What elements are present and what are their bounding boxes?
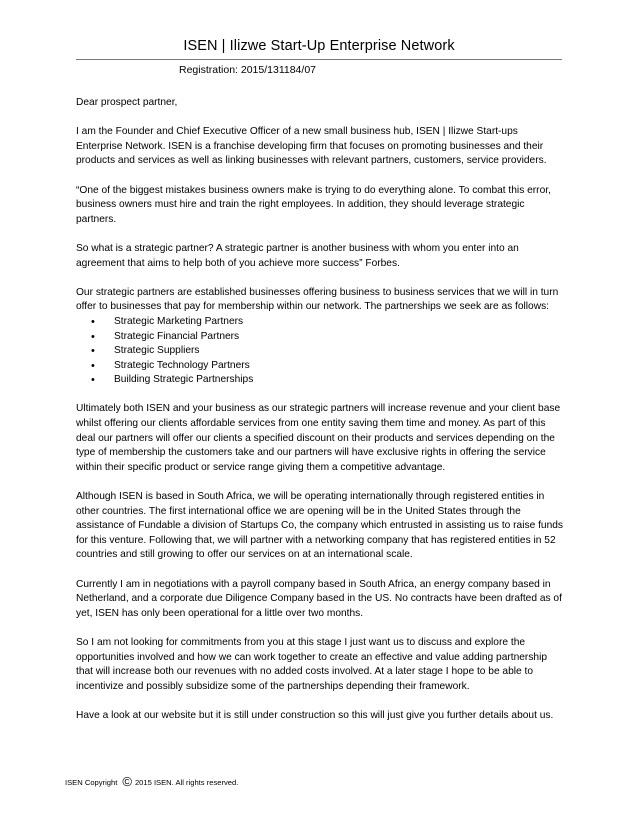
list-item: • Strategic Suppliers — [76, 344, 564, 359]
paragraph-quote: “One of the biggest mistakes business owners make is trying to do everything alone. To combat this error, business owners must hire and train the right employees. In addition, they should leverage strategic partners. — [76, 184, 551, 225]
list-item: • Strategic Technology Partners — [76, 359, 564, 374]
document-title: ISEN | Ilizwe Start-Up Enterprise Network — [183, 38, 455, 54]
salutation: Dear prospect partner, — [76, 97, 178, 108]
paragraph-benefits: Ultimately both ISEN and your business as our strategic partners will increase revenue and your client base whilst offering our clients affordable services from one entity saving them time and money. As part of this deal our partners will offer our clients a specified discount on their products and services depending on the type of membership the customers take and our partners will have exclusive rights in offering the service within their specific product or service range giving them a competitive advantage. — [76, 403, 561, 473]
list-item: • Strategic Financial Partners — [76, 330, 564, 345]
list-item: • Building Strategic Partnerships — [76, 373, 564, 388]
letter-body — [76, 96, 564, 738]
partnership-list — [76, 315, 564, 388]
paragraph-definition: So what is a strategic partner? A strategic partner is another business with whom you enter into an agreement that aims to help both of you achieve more success” Forbes. — [76, 242, 519, 269]
copyright-icon: © — [122, 774, 132, 789]
header-divider — [76, 59, 562, 60]
registration-number: Registration: 2015/131184/07 — [179, 64, 316, 76]
footer — [65, 776, 238, 789]
paragraph-website: Have a look at our website but it is still under construction so this will just give you further details about us. — [76, 709, 554, 721]
paragraph-negotiations: Currently I am in negotiations with a payroll company based in South Africa, an energy company based in Netherland, and a corporate due Diligence Company based in the US. No contracts have been drafted as of yet, ISEN has only been operational for a little over two months. — [76, 578, 562, 619]
footer-prefix: ISEN Copyright — [65, 778, 118, 787]
paragraph-commitments: So I am not looking for commitments from you at this stage I just want us to discuss and explore the opportunities involved and how we can work together to create an effective and value adding partnership that will increase both our revenues with no added costs involved. At a later stage I hope to be able to incentivize and possibly subsidize some of the partnerships depending their framework. — [76, 636, 548, 692]
paragraph-intro: I am the Founder and Chief Executive Officer of a new small business hub, ISEN | Ilizwe Start-ups Enterprise Network. ISEN is a franchise developing firm that focuses on promoting businesses and their products and services as well as linking businesses with relevant partners, customers, service providers. — [76, 126, 547, 167]
list-item: • Strategic Marketing Partners — [76, 315, 564, 330]
footer-suffix: 2015 ISEN. All rights reserved. — [134, 778, 239, 787]
paragraph-international: Although ISEN is based in South Africa, we will be operating internationally through registered entities in other countries. The first international office we are opening will be in the United States through the assistance of Fundable a division of Startups Co, the company which entrusted in assisting us to raise funds for this venture. Following that, we will partner with a networking company that has registered entities in 52 countries and still growing to offer our services on at an international scale. — [76, 491, 564, 561]
paragraph-partners: Our strategic partners are established businesses offering business to business services that we will in turn offer to businesses that pay for membership within our network. The partnerships we seek are as follows: — [76, 286, 559, 313]
